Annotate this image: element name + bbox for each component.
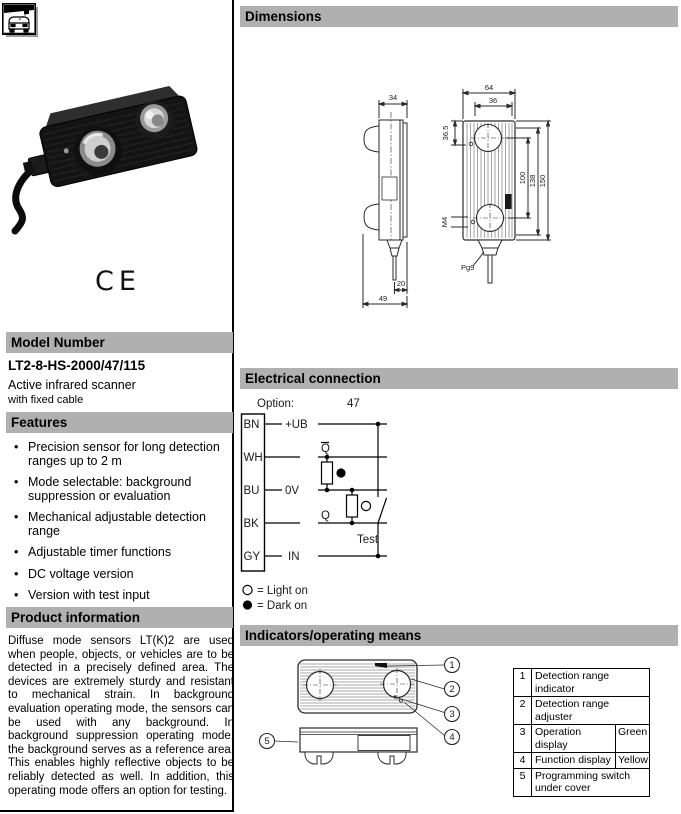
table-row (514, 753, 650, 769)
table-row (514, 768, 650, 796)
indicators-table (513, 668, 650, 797)
row-description: Detection range adjuster (532, 697, 650, 725)
row-number: 3 (514, 725, 532, 753)
callout-1: 1 (449, 660, 455, 672)
test-label: Test (357, 534, 379, 546)
legend-light-on-icon (243, 585, 252, 594)
row-number: 4 (514, 753, 532, 769)
terminal-wh: WH (243, 452, 263, 464)
feature-item: • Mode selectable: background suppression or evaluation (8, 476, 230, 503)
dim-cable-offset: 20 (396, 279, 406, 288)
vehicle-detection-icon (2, 3, 40, 39)
row-number: 5 (514, 768, 532, 796)
terminal-bu: BU (243, 485, 260, 497)
dim-front-width: 64 (484, 83, 494, 92)
callout-5: 5 (264, 736, 270, 748)
row-description: Programming switch under cover (532, 768, 650, 796)
dark-on-dot (336, 468, 345, 477)
resistor-q (347, 495, 358, 517)
model-number: LT2-8-HS-2000/47/115 (8, 358, 146, 373)
feature-item: • Mechanical adjustable detection range (8, 511, 230, 538)
model-variant: with fixed cable (8, 394, 84, 406)
dim-side-depth: 49 (378, 294, 388, 303)
section-header-dimensions: Dimensions (240, 6, 678, 27)
terminal-bn: BN (243, 419, 260, 431)
electrical-connection-diagram (240, 393, 681, 618)
feature-item: • Version with test input (8, 589, 230, 603)
section-header-product-information: Product information (6, 607, 233, 628)
table-row (514, 669, 650, 697)
feature-item: • Adjustable timer functions (8, 546, 230, 560)
callout-2: 2 (449, 684, 455, 696)
row-description: Function display (532, 753, 616, 769)
option-value: 47 (347, 398, 360, 410)
table-row (514, 725, 650, 753)
row-description: Operation display (532, 725, 616, 753)
feature-item: • Precision sensor for long detection ranges up to 2 m (8, 441, 230, 468)
product-photo (8, 45, 220, 235)
callout-4: 4 (449, 732, 455, 744)
ce-mark: CE (95, 266, 141, 297)
terminal-bk: BK (243, 518, 259, 530)
indicators-drawing (240, 650, 520, 810)
section-header-model-number: Model Number (6, 332, 233, 353)
dimensions-drawing (240, 36, 681, 366)
supply-label: +UB (285, 419, 308, 431)
legend-dark-on-icon (243, 600, 252, 609)
resistor-q-inverted (322, 462, 333, 484)
feature-item: • DC voltage version (8, 568, 230, 582)
output-inverted-label: Q (321, 443, 330, 455)
row-value: Green (616, 725, 650, 753)
terminal-gy: GY (243, 551, 261, 563)
table-row (514, 697, 650, 725)
dim-lens-spacing: 100 (518, 171, 527, 185)
row-description: Detection range indicator (532, 669, 650, 697)
features-list (8, 441, 230, 611)
section-header-electrical-connection: Electrical connection (240, 368, 678, 389)
section-header-features: Features (6, 412, 233, 433)
model-description: Active infrared scanner (8, 378, 136, 392)
side-view (363, 100, 407, 308)
dim-thread: M4 (440, 216, 449, 228)
row-value: Yellow (616, 753, 650, 769)
product-information-text: Diffuse mode sensors LT(K)2 are used when people, objects, or vehicles are to be detected in a precisely defined area. The devices are extremely sturdy and resistant to mechanical strain. In background evaluation operating mode, the sensors can be used with any background. In background suppression operating mode, the background serves as a reference area. This enables highly reflective objects to be reliably detected as well. In addition, this operating mode offers an option for testing. (8, 635, 234, 797)
left-column-bottom-rule (0, 810, 233, 812)
dim-mount-spacing: 138 (528, 174, 537, 188)
callout-3: 3 (449, 709, 455, 721)
input-label: IN (288, 551, 300, 563)
ground-label: 0V (285, 485, 300, 497)
dim-cable-gland: Pg9 (461, 263, 475, 272)
section-header-indicators: Indicators/operating means (240, 625, 678, 646)
light-on-circle (361, 501, 370, 510)
option-label: Option: (257, 398, 295, 410)
row-number: 2 (514, 697, 532, 725)
legend-light-on: = Light on (257, 585, 308, 597)
dim-side-width: 34 (388, 93, 398, 102)
operation-display-led (393, 695, 396, 698)
output-label: Q (321, 510, 330, 522)
row-number: 1 (514, 669, 532, 697)
dim-lens-top-offset: 36.5 (441, 125, 450, 141)
dim-height: 150 (538, 174, 547, 188)
legend-dark-on: = Dark on (257, 600, 308, 612)
dim-lens-width: 36 (488, 96, 498, 105)
